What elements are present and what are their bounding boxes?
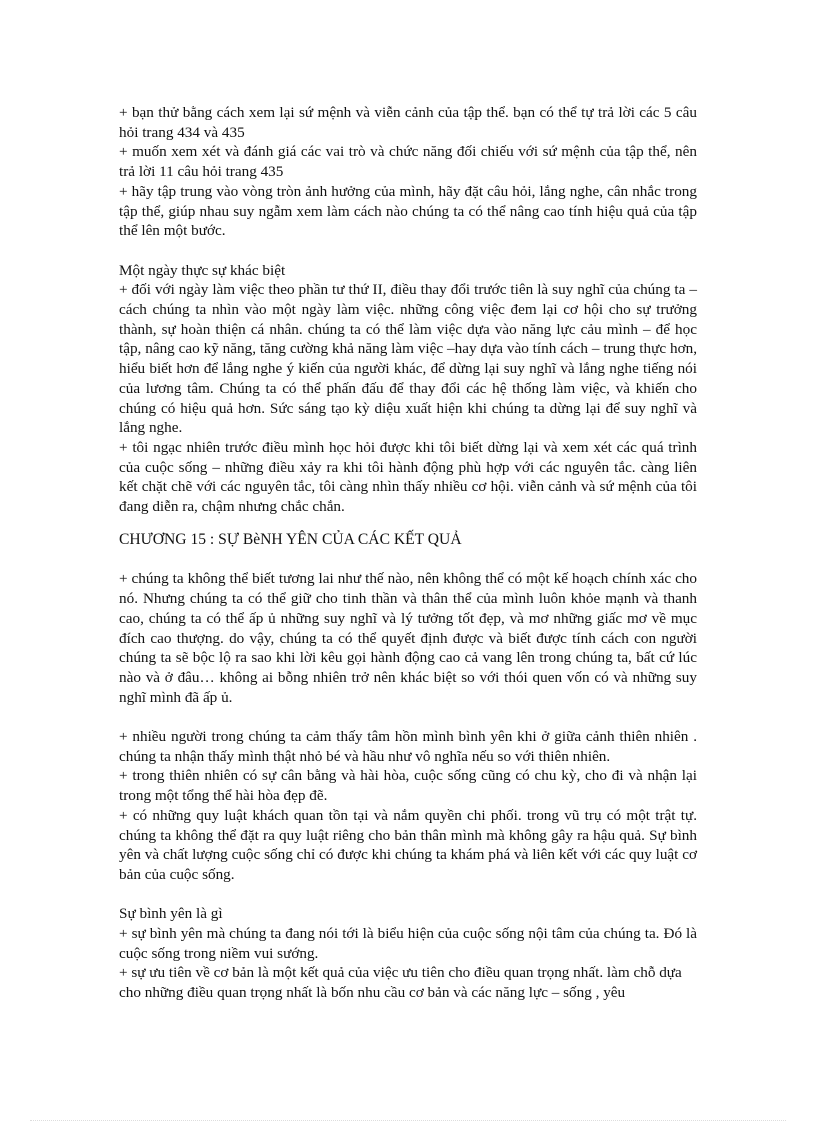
page-edge-rule	[30, 1120, 786, 1121]
paragraph: + trong thiên nhiên có sự cân bằng và hài hòa, cuộc sống cũng có chu kỳ, cho đi và nhận lại trong một tổng thể hài hòa đẹp đẽ.	[119, 767, 697, 805]
spacer	[119, 241, 697, 261]
document-body	[119, 103, 697, 1003]
spacer	[119, 707, 697, 727]
paragraph: + sự bình yên mà chúng ta đang nói tới là biểu hiện của cuộc sống nội tâm của chúng ta. Đó là cuộc sống trong niềm vui sướng.	[119, 925, 697, 962]
spacer	[119, 885, 697, 905]
spacer	[119, 550, 697, 570]
paragraph: + muốn xem xét và đánh giá các vai trò và chức năng đối chiếu với sứ mệnh của tập thể, nên trả lời 11 câu hỏi trang 435	[119, 143, 697, 181]
paragraph: + sự ưu tiên về cơ bản là một kết quả của việc ưu tiên cho điều quan trọng nhất. làm chỗ dựa cho những điều quan trọng nhất là bốn nhu cầu cơ bản và các năng lực – sống , yêu	[119, 964, 682, 1002]
paragraph: + chúng ta không thể biết tương lai như thế nào, nên không thể có một kế hoạch chính xác cho nó. Nhưng chúng ta có thể giữ cho tinh thần và thân thể của mình luôn khỏe mạnh và thanh cao, chúng ta có thể ấp ủ những suy nghĩ và lý tưởng tốt đẹp, và mơ những giấc mơ về mục đích cao thượng. do vậy, chúng ta có thể quyết định được và biết được tính cách con người chúng ta sẽ bộc lộ ra sao khi lời kêu gọi hành động cao cả vang lên trong chúng ta, bất cứ lúc nào và ở đâu… không ai bỗng nhiên trở nên khác biệt so với thói quen vốn có và những suy nghĩ mình đã ấp ủ.	[119, 570, 697, 706]
paragraph: + đối với ngày làm việc theo phần tư thứ II, điều thay đổi trước tiên là suy nghĩ của chúng ta – cách chúng ta nhìn vào một ngày làm việc. những công việc đem lại cơ hội cho sự trưởng thành, sự hoàn thiện cá nhân. chúng ta có thể làm việc dựa vào năng lực cảu mình – để học tập, nâng cao kỹ năng, tăng cường khả năng làm việc –hay dựa vào tính cách – trung thực hơn, hiểu biết hơn để lắng nghe ý kiến của người khác, để dừng lại suy nghĩ và lắng nghe tiếng nói của lương tâm. Chúng ta có thể phấn đấu để thay đổi các hệ thống làm việc, và khiến cho chúng có hiệu quả hơn. Sức sáng tạo kỳ diệu xuất hiện khi chúng ta dừng lại để suy nghĩ và lắng nghe.	[119, 281, 697, 437]
section-heading: Sự bình yên là gì	[119, 905, 223, 923]
chapter-heading: CHƯƠNG 15 : SỰ BèNH YÊN CỦA CÁC KẾT QUẢ	[119, 530, 462, 548]
paragraph: + hãy tập trung vào vòng tròn ảnh hưởng của mình, hãy đặt câu hỏi, lắng nghe, cân nhắc trong tập thể, giúp nhau suy ngẫm xem làm cách nào chúng ta có thể nâng cao tính hiệu quả của tập thể lên một bước.	[119, 182, 697, 240]
paragraph: + bạn thử bằng cách xem lại sứ mệnh và viễn cảnh của tập thể. bạn có thể tự trả lời các 5 câu hỏi trang 434 và 435	[119, 104, 697, 141]
section-heading: Một ngày thực sự khác biệt	[119, 261, 286, 279]
paragraph: + tôi ngạc nhiên trước điều mình học hỏi được khi tôi biết dừng lại và xem xét các quá trình của cuộc sống – những điều xảy ra khi tôi hành động phù hợp với các nguyên tắc. càng liên kết chặt chẽ với các nguyên tắc, tôi càng nhìn thấy nhiều cơ hội. viễn cảnh và sứ mệnh của tôi đang diễn ra, chậm nhưng chắc chắn.	[119, 438, 697, 516]
paragraph: + nhiều người trong chúng ta cảm thấy tâm hồn mình bình yên khi ở giữa cảnh thiên nhiên . chúng ta nhận thấy mình thật nhỏ bé và hầu như vô nghĩa nếu so với thiên nhiên.	[119, 728, 697, 765]
paragraph: + có những quy luật khách quan tồn tại và nắm quyền chi phối. trong vũ trụ có một trật tự. chúng ta không thể đặt ra quy luật riêng cho bản thân mình mà không gây ra hậu quả. Sự bình yên và chất lượng cuộc sống chỉ có được khi chúng ta khám phá và liên kết với các quy luật cơ bản của cuộc sống.	[119, 806, 697, 883]
spacer	[119, 517, 697, 530]
